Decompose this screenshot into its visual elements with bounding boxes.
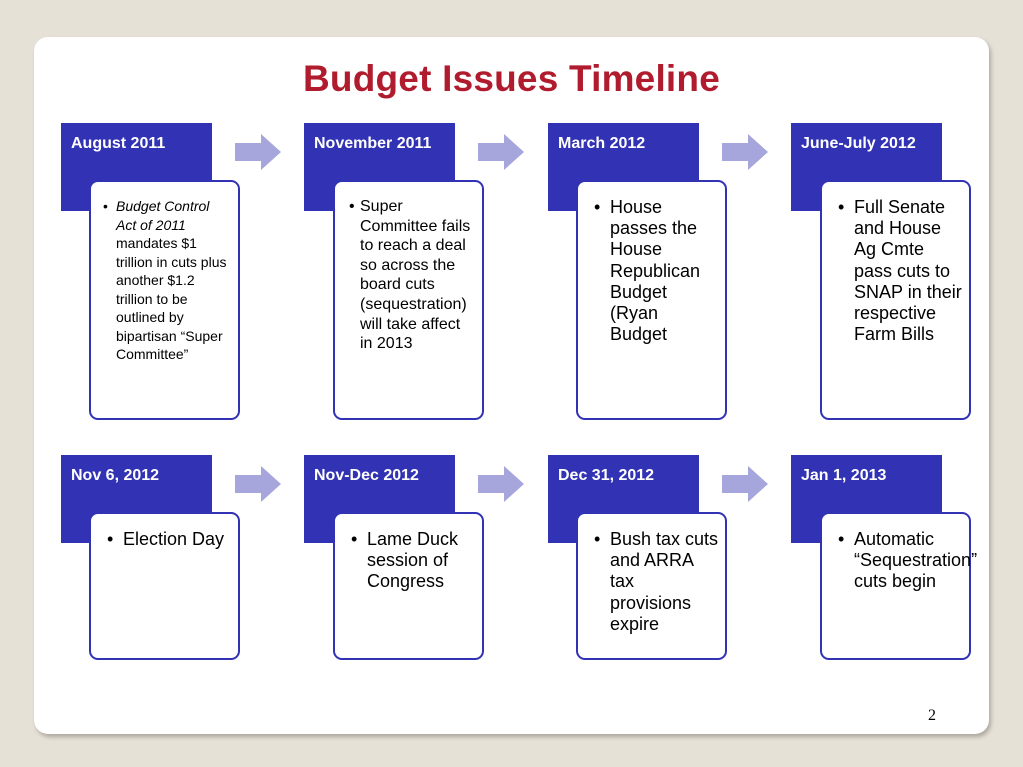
event-card: [333, 512, 484, 660]
event-card: [576, 512, 727, 660]
date-header: June-July 2012: [791, 123, 942, 211]
event-bullet: • Bush tax cuts and ARRA tax provisions expire: [578, 529, 719, 635]
date-header: Dec 31, 2012: [548, 455, 699, 543]
date-header: November 2011: [304, 123, 455, 211]
date-header: Nov-Dec 2012: [304, 455, 455, 543]
page-number: 2: [928, 707, 936, 724]
event-bullet: • Election Day: [91, 529, 232, 550]
event-italic-text: Budget Control Act of 2011: [116, 198, 210, 233]
event-bullet: • Automatic “Sequestration” cuts begin: [822, 529, 963, 593]
event-card: [333, 180, 484, 420]
right-arrow-icon: [722, 134, 768, 170]
right-arrow-icon: [235, 134, 281, 170]
event-card: [820, 180, 971, 420]
right-arrow-icon: [722, 466, 768, 502]
event-bullet: • House passes the House Republican Budget (Ryan Budget: [578, 197, 719, 345]
event-bullet: • Full Senate and House Ag Cmte pass cuts to SNAP in their respective Farm Bills: [822, 197, 963, 345]
event-card: [820, 512, 978, 660]
event-card: [89, 512, 240, 660]
event-bullet: • Super Committee fails to reach a deal so across the board cuts (sequestration) will take affect in 2013: [335, 197, 476, 354]
event-text: mandates $1 trillion in cuts plus another $1.2 trillion to be outlined by bipartisan “Super Committee”: [116, 235, 227, 362]
right-arrow-icon: [235, 466, 281, 502]
date-header: Nov 6, 2012: [61, 455, 212, 543]
event-bullet: • Lame Duck session of Congress: [335, 529, 476, 593]
slide-title: Budget Issues Timeline: [302, 58, 720, 99]
right-arrow-icon: [478, 134, 524, 170]
right-arrow-icon: [478, 466, 524, 502]
event-bullet: [91, 197, 232, 364]
date-header: Jan 1, 2013: [791, 455, 942, 543]
date-header: March 2012: [548, 123, 699, 211]
event-card: [576, 180, 727, 420]
event-card: [89, 180, 240, 420]
date-header: August 2011: [61, 123, 212, 211]
